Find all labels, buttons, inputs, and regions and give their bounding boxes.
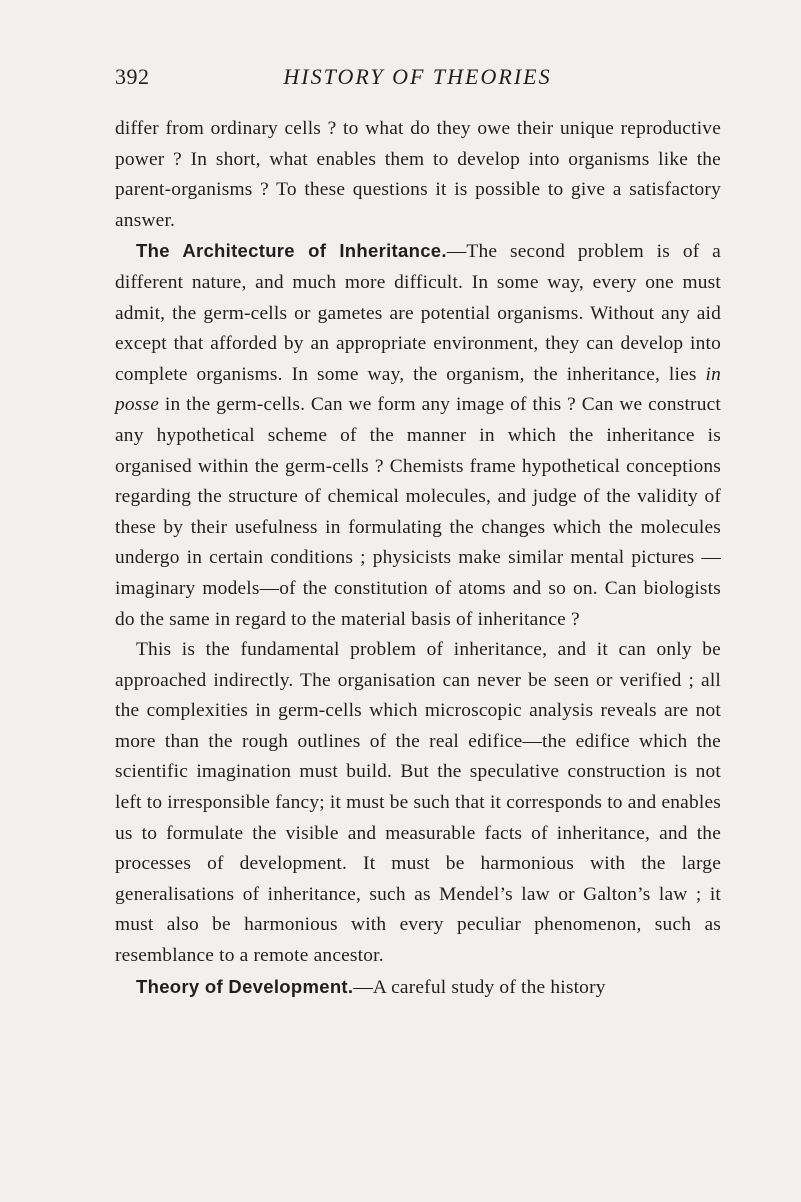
paragraph-2-text-a: —The second problem is of a different nature, and much more difficult. In some way, every one must admit, the germ-cells or gametes are potential organisms. Without any aid except that afforded by an appropriate environment, they can develop into complete organisms. In some way, the organism, the inheritance, lies xyxy=(115,241,721,385)
section-heading-architecture: The Architecture of Inheritance. xyxy=(136,240,447,262)
body-text xyxy=(115,114,721,1003)
paragraph-3: This is the fundamental problem of inheritance, and it can only be approached indirectly. The organisation can never be seen or verified ; all the complexities in germ-cells which microscopic analysis reveals are not more than the rough outlines of the real edifice—the edifice which the scientific imagination must build. But the speculative construction is not left to irresponsible fancy; it must be such that it corresponds to and enables us to formulate the visible and measurable facts of inheritance, and the processes of development. It must be harmonious with the large generalisations of inheritance, such as Mendel’s law or Galton’s law ; it must also be harmonious with every peculiar phenomenon, such as resemblance to a remote ancestor. xyxy=(115,639,721,967)
latin-phrase: in posse xyxy=(115,363,721,416)
paragraph-1: differ from ordinary cells ? to what do they owe their unique reproductive power ? In short, what enables them to develop into organisms like the parent-organisms ? To these questions it is possible to give a satisfactory answer. xyxy=(115,118,721,231)
running-head xyxy=(115,64,720,94)
page-number: 392 xyxy=(115,64,150,89)
running-title: HISTORY OF THEORIES xyxy=(283,64,552,89)
paragraph-2 xyxy=(115,236,721,635)
paragraph-2-text-b: in the germ-cells. Can we form any image of this ? Can we construct any hypothetical scheme of the manner in which the inheritance is organised within the germ-cells ? Chemists frame hypothetical conceptions regarding the structure of chemical molecules, and judge of the validity of these by their usefulness in formulating the changes which the molecules undergo in certain conditions ; physicists make similar mental pictures —imaginary models—of the constitution of atoms and so on. Can biologists do the same in regard to the material basis of inheritance ? xyxy=(115,394,721,630)
section-heading-development: Theory of Development. xyxy=(136,975,354,997)
paragraph-4 xyxy=(115,972,721,1004)
paragraph-4-text: —A careful study of the history xyxy=(353,976,606,998)
